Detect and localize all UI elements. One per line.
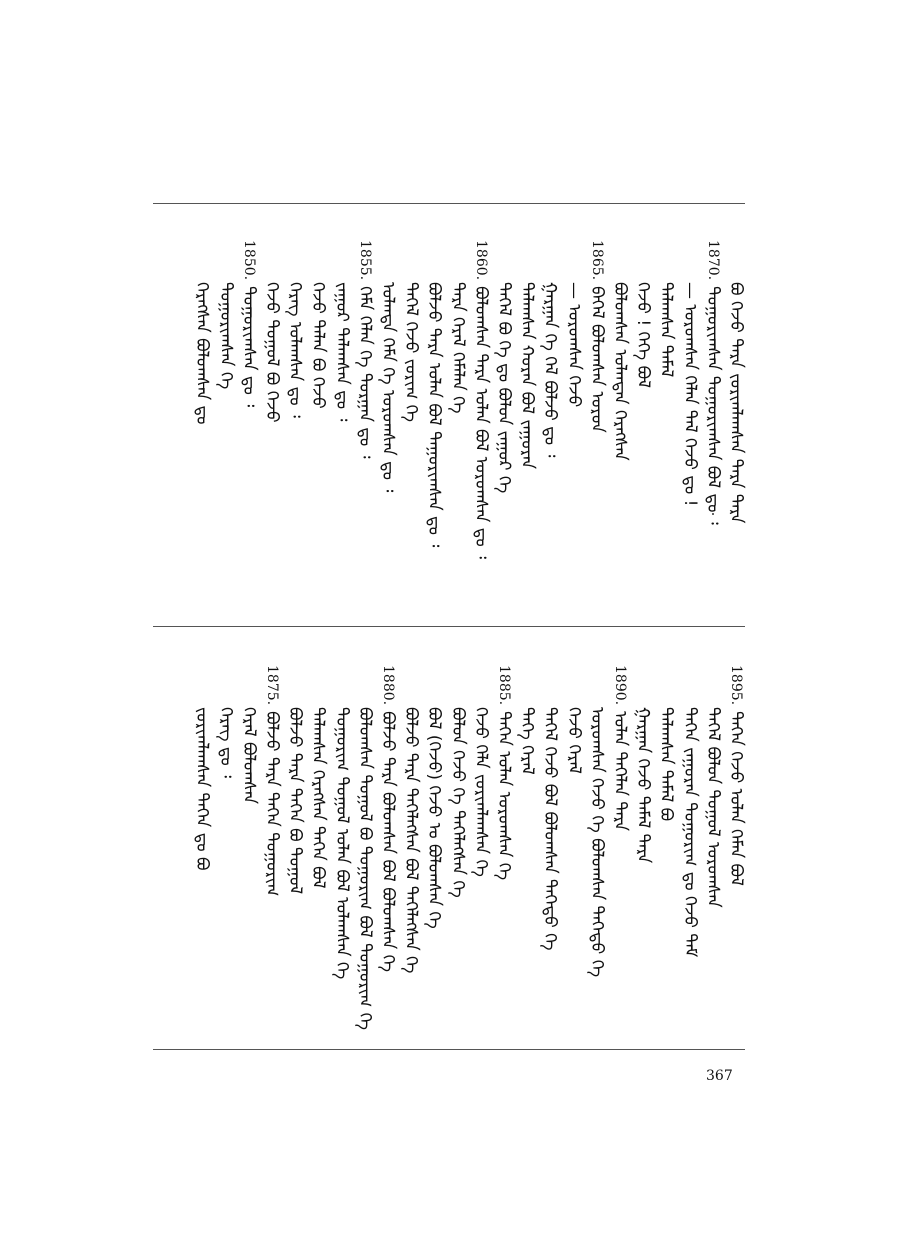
text-column (378, 665, 398, 972)
year-label: 1890. (612, 665, 628, 706)
mongolian-text-line: — ᠣᠷᠣᠭᠰᠠᠨ ᠬᠡᠯᠡᠨ ᠳᠡᠯ ᠬᠡᠵᠦ ᠳᠤ ! (680, 282, 700, 507)
mongolian-text-line: ᠲᠣᠭᠣᠷᠢᠭᠰᠠᠨ ᠬᠡ (216, 282, 236, 390)
text-column (517, 282, 537, 469)
mongolian-text-line: ᠲᠡᠭᠡᠯ ᠪᠣ ᠬᠡ ᠳᠤ ᠪᠣᠯᠤᠨ ᠵᠠᠭᠤᠷ ᠬᠡ (494, 282, 514, 494)
mongolian-text-line: ᠬᠡᠵᠦ ᠬᠡᠯᠡ ᠵᠣᠷᠢᠭᠯᠠᠭᠰᠠᠨ ᠬᠡ (471, 707, 491, 877)
text-column (262, 665, 282, 896)
mongolian-text-line: ᠵᠠᠭᠤᠷ ᠲᠠᠯᠠᠭᠰᠠᠨ ᠳᠤ ᠄ (332, 282, 352, 422)
mongolian-text-line: ᠪᠣᠯᠤᠭᠰᠠᠨ ᠲᠣᠭᠣᠯ ᠪᠣ ᠲᠣᠭᠣᠷᠢᠭ ᠪᠣᠯ ᠲᠣᠭᠣᠷᠢᠭ ᠬᠡ (355, 707, 375, 1030)
text-column (726, 282, 746, 523)
text-column (494, 282, 514, 493)
text-column (726, 665, 746, 886)
mongolian-text-line: ᠪᠣᠯᠤᠭᠰᠠᠨ ᠲᠡᠷᠡ ᠣᠯᠠᠨ ᠪᠣᠯ ᠣᠷᠣᠭᠰᠠᠨ ᠳᠤ ᠄ (471, 286, 491, 559)
text-column (239, 240, 259, 407)
text-column (471, 240, 491, 559)
text-column (610, 665, 630, 831)
mongolian-text-line: ᠭᠠᠷᠭᠠᠨ ᠬᠡ ᠬᠡᠯ ᠪᠣᠯᠵᠤ ᠳᠤ ᠄ (540, 282, 560, 458)
mongolian-text-line: — ᠣᠷᠣᠭᠰᠠᠨ ᠬᠡᠵᠦ (564, 282, 584, 408)
bottom-rule (153, 1049, 745, 1050)
text-column (494, 665, 514, 880)
text-column (285, 282, 305, 418)
mongolian-text-line: ᠲᠣᠭᠣᠷᠢᠭ ᠲᠣᠭᠣᠯ ᠣᠯᠠᠨ ᠪᠣᠯ ᠣᠯᠠᠭᠰᠠᠨ ᠬᠡ (332, 707, 352, 980)
page-number: 367 (706, 1068, 733, 1084)
text-column (633, 282, 653, 388)
text-column (656, 282, 676, 377)
mongolian-text-line: ᠲᠠᠯᠠᠭᠰᠠᠨ ᠬᠤᠷᠠᠨ ᠪᠣᠯ ᠵᠠᠭᠤᠷᠠᠨ (517, 282, 537, 470)
text-column (471, 707, 491, 877)
text-column (564, 707, 584, 774)
year-label: 1875. (264, 665, 280, 706)
year-label: 1860. (473, 240, 489, 281)
mongolian-text-line: ᠲᠡᠭᠡᠨ ᠵᠠᠭᠤᠷᠠᠨ ᠲᠣᠭᠣᠷᠢᠭ ᠳᠤ ᠬᠡᠵᠦ ᠲᠡᠮ (680, 707, 700, 958)
text-column (610, 282, 630, 461)
mongolian-text-line: ᠪᠣᠯᠵᠤ ᠲᠡᠷᠡ ᠣᠯᠠᠨ ᠪᠣᠯ ᠳᠠᠭᠤᠷᠢᠭᠰᠠᠨ ᠳᠤ ᠄ (424, 282, 444, 548)
mongolian-text-line: ᠲᠠᠯᠠᠭᠰᠠᠨ ᠲᠡᠮᠡᠯ ᠪᠣ (656, 707, 676, 822)
mongolian-text-line: ᠪᠣᠯ (ᠬᠡᠵᠦ) ᠭᠡᠵᠦ ᠣ ᠪᠣᠯᠤᠭᠰᠠᠨ ᠬᠡ (424, 707, 444, 929)
text-column (448, 282, 468, 414)
mongolian-text-line: ᠲᠡᠭᠡᠨ ᠬᠡᠵᠦ ᠣᠯᠠᠨ ᠬᠡᠮᠡᠨ ᠪᠣᠯ (726, 711, 746, 886)
mongolian-text-line: ᠵᠣᠷᠢᠭᠯᠠᠭᠰᠠᠨ ᠲᠡᠭᠡᠨ ᠳᠤ ᠪᠣ (192, 707, 212, 871)
text-column (680, 707, 700, 957)
mongolian-text-line: ᠭᠡᠷᠡᠭ ᠳᠤ ᠄ (216, 707, 236, 779)
text-column (239, 707, 259, 804)
text-column (355, 707, 375, 1030)
mongolian-text-line: ᠪᠣᠯᠵᠤ ᠲᠡᠷᠡ ᠲᠡᠭᠡᠯᠡᠭᠰᠡᠨ ᠪᠣᠯ ᠲᠡᠭᠡᠯᠡᠭᠰᠡᠨ ᠬᠡ (401, 707, 421, 974)
mongolian-text-line: ᠣᠷᠣᠭᠰᠠᠨ ᠬᠡᠵᠦ ᠬᠡ ᠪᠣᠯᠤᠭᠰᠠᠨ ᠳᠡᠭᠡᠳᠦ ᠬᠡ (587, 707, 607, 978)
text-column (401, 707, 421, 973)
text-column (192, 282, 212, 424)
mongolian-text-line: ᠪᠣᠯᠵᠤ ᠲᠡᠷᠡ ᠲᠡᠭᠡᠨ ᠲᠣᠭᠣᠷᠢᠭ (262, 711, 282, 897)
text-column (564, 282, 584, 407)
text-column (332, 282, 352, 421)
mongolian-text-line: ᠪᠣᠯᠤᠭᠰᠠᠨ ᠣᠯᠠᠨᠲᠠᠨ ᠭᠡᠷᠡᠭᠰᠡᠨ (610, 282, 630, 461)
year-label: 1870. (705, 240, 721, 281)
mongolian-text-line: ᠭᠡᠷᠡᠭᠰᠡᠨ ᠪᠣᠯᠤᠭᠰᠠᠨ ᠳᠤ (192, 282, 212, 425)
mongolian-text-line: ᠬᠡᠵᠦ ᠭᠡᠷᠡᠯ (564, 707, 584, 774)
mongolian-text-line: ᠲᠡᠭᠡᠨ ᠣᠯᠠᠨ ᠣᠷᠣᠭᠰᠠᠨ ᠬᠡ (494, 711, 514, 881)
year-label: 1885. (496, 665, 512, 706)
text-column (656, 707, 676, 821)
year-label: 1865. (589, 240, 605, 281)
mongolian-text-line: ᠲᠠᠯᠠᠭᠰᠠᠨ ᠭᠡᠷᠡᠭᠰᠡᠨ ᠲᠡᠭᠡᠨ ᠪᠣᠯ (308, 707, 328, 889)
year-label: 1880. (380, 665, 396, 706)
mongolian-text-line: ᠪᠣᠯᠵᠤ ᠲᠡᠷᠡ ᠪᠣᠯᠤᠭᠰᠠᠨ ᠪᠣᠯ ᠪᠣᠯᠤᠭᠰᠠᠨ ᠬᠡ (378, 711, 398, 973)
mongolian-text-line: ᠪᠣᠯᠤᠨ ᠬᠡᠵᠦ ᠬᠡ ᠲᠡᠭᠡᠯᠡᠭᠰᠡᠨ ᠬᠡ (448, 707, 468, 898)
text-column (332, 707, 352, 979)
text-column (355, 240, 375, 459)
text-column (424, 282, 444, 547)
text-column (633, 707, 653, 863)
year-label: 1850. (241, 240, 257, 281)
text-column (587, 240, 607, 433)
text-column (703, 240, 723, 525)
mongolian-text-line: ᠪᠣ ᠭᠡᠵᠦ ᠲᠡᠷᠡ ᠵᠣᠷᠢᠭᠯᠠᠭᠰᠠᠨ ᠲᠡᠷᠡ ᠲᠡᠷᠡ (726, 282, 746, 524)
text-column (587, 707, 607, 977)
mongolian-text-line: ᠲᠡᠭᠡᠯ ᠪᠣᠯᠤᠨ ᠲᠣᠭᠣᠯ ᠣᠷᠣᠭᠰᠠᠨ (703, 707, 723, 908)
mongolian-text-line: ᠪᠡᠬᠡᠯ ᠪᠣᠯᠤᠭᠰᠠᠨ ᠣᠷᠣᠨ (587, 286, 607, 433)
mongolian-text-line: ᠬᠡᠵᠦ ! ᠭᠡᠭᠡ ᠪᠣᠯ (633, 282, 653, 389)
text-column (308, 707, 328, 889)
text-column (424, 707, 444, 929)
text-column (262, 282, 282, 423)
mongolian-text-line: ᠭᠡᠷᠡᠭ ᠣᠯᠠᠭᠰᠠᠨ ᠳᠤ ᠄ (285, 282, 305, 418)
mongolian-text-line: ᠣᠯᠠᠨᠲᠠ ᠬᠡᠮᠡ ᠬᠡ ᠣᠷᠣᠭᠰᠠᠨ ᠳᠤ ᠄ (378, 282, 398, 493)
text-column (378, 282, 398, 492)
text-column (680, 282, 700, 506)
mongolian-text-line: ᠬᠡᠵᠦ ᠲᠣᠭᠣᠯ ᠪᠣ ᠬᠡᠵᠦ (262, 282, 282, 423)
mongolian-text-line: ᠬᠡᠵᠦ ᠲᠠᠯᠠᠨ ᠪᠣ ᠬᠡᠵᠦ (308, 282, 328, 409)
mongolian-text-line: ᠲᠣᠭᠣᠷᠢᠭᠰᠠᠨ ᠲᠣᠭᠣᠷᠢᠭᠰᠠᠨ ᠪᠣᠯ ᠳᠤ ᠄ (703, 286, 723, 525)
mongolian-text-line: ᠭᠡᠷᠡᠯ ᠪᠣᠯᠤᠭᠰᠠᠨ (239, 707, 259, 805)
year-label: 1855. (357, 240, 373, 281)
text-column (517, 707, 537, 775)
text-column (192, 707, 212, 871)
mongolian-text-line: ᠲᠠᠯᠠᠭᠰᠠᠨ ᠲᠡᠮᠡᠯ (656, 282, 676, 378)
year-label: 1895. (728, 665, 744, 706)
text-column (448, 707, 468, 898)
mongolian-text-line: ᠲᠣᠭᠣᠷᠢᠭᠰᠠᠨ ᠳᠤ ᠄ (239, 286, 259, 408)
text-column (216, 707, 236, 778)
mongolian-text-line: ᠲᠡᠷᠡ ᠭᠡᠷᠡᠯ ᠬᠡᠮᠡᠯᠡᠨ ᠬᠡ (448, 282, 468, 414)
text-column (540, 707, 560, 951)
middle-rule (153, 626, 745, 627)
mongolian-text-line: ᠲᠡᠭᠡᠯ ᠬᠡᠵᠦ ᠵᠣᠷᠢᠭ ᠬᠡ (401, 282, 421, 422)
top-rule (153, 203, 745, 204)
text-column (216, 282, 236, 389)
text-column (401, 282, 421, 422)
mongolian-text-line: ᠲᠡᠭᠡᠯ ᠬᠡᠵᠦ ᠪᠣᠯ ᠪᠣᠯᠤᠭᠰᠠᠨ ᠳᠡᠭᠡᠳᠦ ᠬᠡ (540, 707, 560, 951)
text-column (703, 707, 723, 908)
text-column (540, 282, 560, 457)
mongolian-text-line: ᠪᠣᠯᠵᠤ ᠲᠡᠷᠡ ᠲᠡᠭᠡᠨ ᠪᠣ ᠲᠣᠭᠣᠯ (285, 707, 305, 895)
mongolian-text-line: ᠣᠯᠠᠨ ᠲᠡᠭᠡᠯᠡᠨ ᠲᠡᠷᠡ (610, 711, 630, 831)
text-column (308, 282, 328, 409)
text-column (285, 707, 305, 894)
mongolian-text-line: ᠬᠡᠮᠡ ᠬᠡᠯᠡᠨ ᠬᠡ ᠲᠤᠷᠭᠠᠨ ᠳᠤ ᠄ (355, 286, 375, 459)
mongolian-text-line: ᠲᠡᠭᠡ ᠭᠡᠷᠡᠯ (517, 707, 537, 775)
mongolian-text-line: ᠭᠠᠷᠭᠠᠨ ᠬᠡᠵᠦ ᠲᠡᠮᠡᠯ ᠲᠡᠷᠡ (633, 707, 653, 864)
